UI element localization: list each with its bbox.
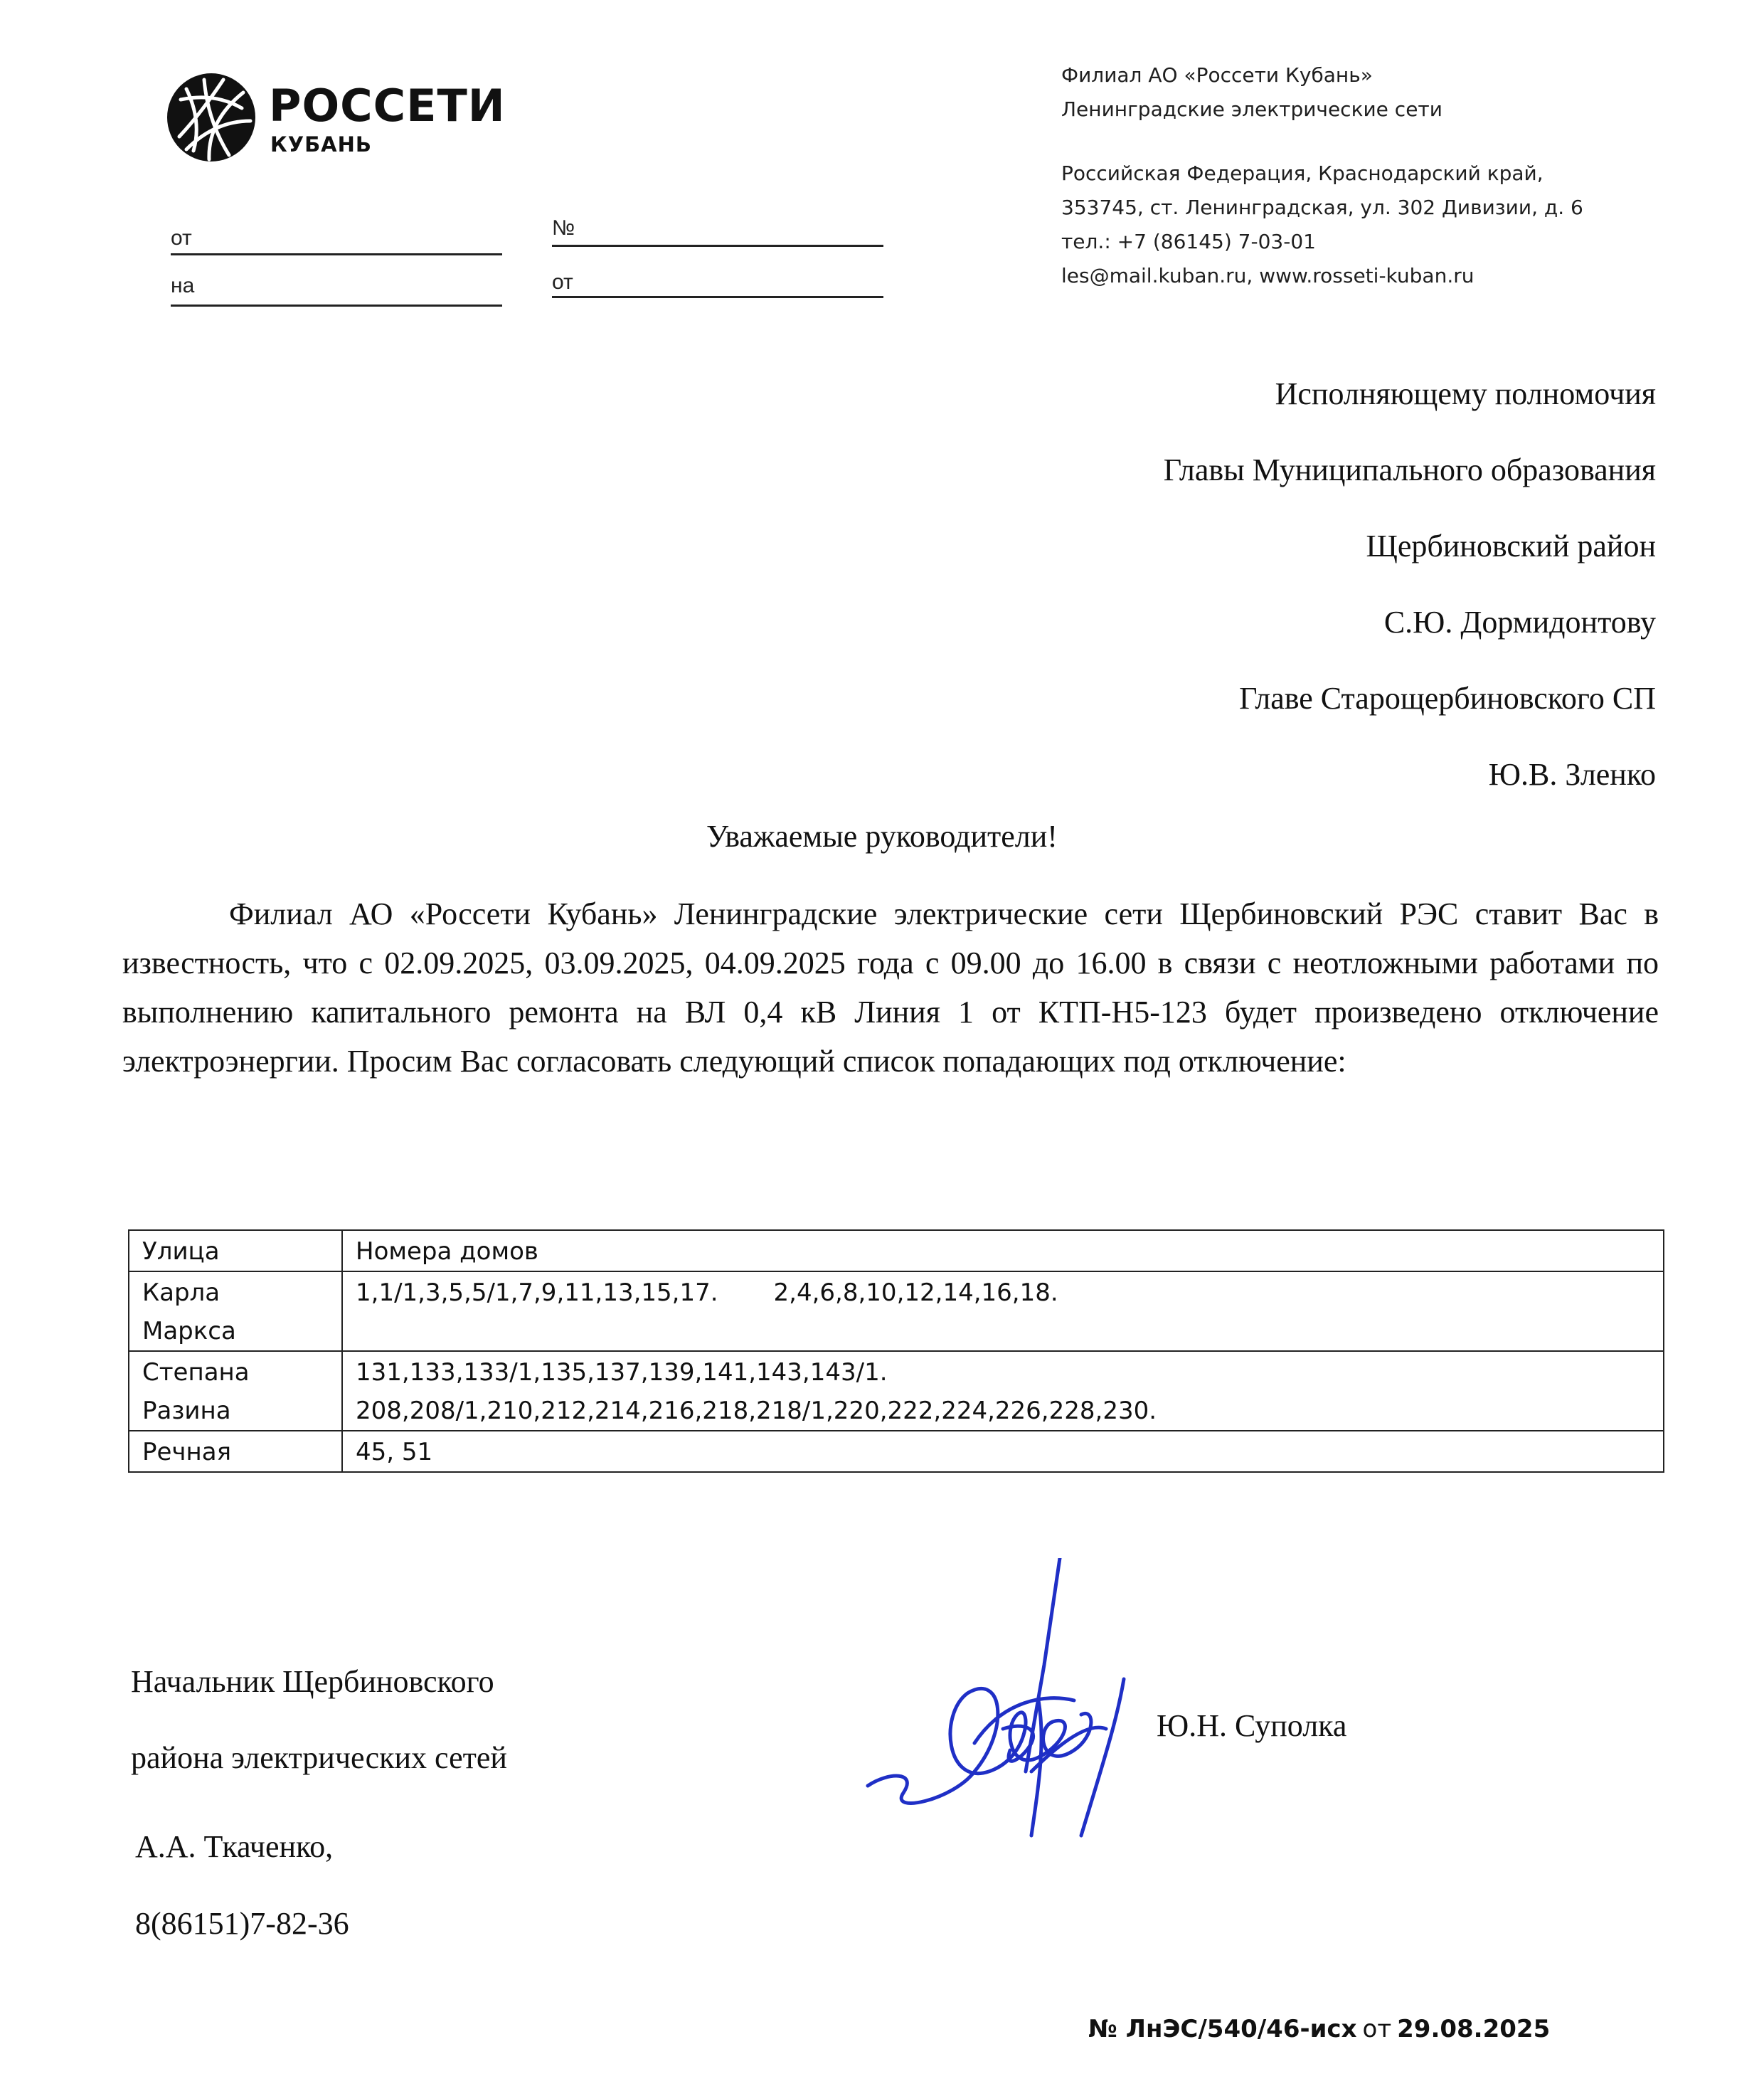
position-line: района электрических сетей [131, 1740, 507, 1775]
from-label: от [171, 226, 192, 250]
table-row [129, 1431, 1664, 1472]
house-numbers: 2,4,6,8,10,12,14,16,18. [773, 1279, 1058, 1307]
street-name: Речная [142, 1438, 232, 1466]
table-row [129, 1271, 1664, 1351]
reg-from-label: от [1362, 2015, 1392, 2043]
outage-table [128, 1229, 1664, 1473]
house-numbers: 1,1/1,3,5,5/1,7,9,11,13,15,17. [356, 1279, 718, 1307]
contact-name: А.А. Ткаченко, [135, 1829, 334, 1864]
table-header-row [129, 1230, 1664, 1271]
table-row [129, 1351, 1664, 1431]
org-info-line: тел.: +7 (86145) 7-03-01 [1061, 230, 1316, 253]
street-name: Степана [142, 1358, 250, 1387]
org-info-line: Российская Федерация, Краснодарский край, [1061, 162, 1544, 185]
addressee-block [1164, 356, 1656, 812]
signatory-name: Ю.Н. Суполка [1157, 1708, 1347, 1743]
org-info-line: Филиал АО «Россети Кубань» [1061, 63, 1373, 87]
salutation: Уважаемые руководители! [706, 819, 1058, 854]
brand-name: РОССЕТИ [269, 80, 506, 132]
number-from-label: от [552, 270, 573, 294]
number-label: № [552, 216, 575, 240]
street-name: Разина [142, 1397, 231, 1425]
houses-cell [342, 1351, 1664, 1431]
street-cell [129, 1431, 342, 1472]
street-name: Карла [142, 1279, 220, 1307]
registration-number [1088, 2015, 1550, 2043]
body-paragraph: Филиал АО «Россети Кубань» Ленинградские электрические сети Щербиновский РЭС ставит Вас в известность, что с 02.09.2025, 03.09.2025, 04.09.2025 года с 09.00 до 16.00 в связи с неотложными работами по выполнению капитального ремонта на ВЛ 0,4 кВ Линия 1 от КТП-Н5-123 будет произведено отключение электроэнергии. Просим Вас согласовать следующий список попадающих под отключение: [122, 896, 1659, 1079]
rosseti-logo [165, 71, 257, 164]
house-numbers: 131,133,133/1,135,137,139,141,143,143/1. [356, 1358, 888, 1387]
addressee-line: С.Ю. Дормидонтову [1383, 605, 1656, 640]
addressee-line: Главы Муниципального образования [1163, 452, 1656, 487]
addressee-line: Щербиновский район [1366, 529, 1656, 563]
from-field-line [171, 253, 502, 255]
addressee-line: Главе Старощербиновского СП [1239, 681, 1656, 716]
street-name: Маркса [142, 1317, 236, 1345]
handwritten-signature [861, 1558, 1159, 1843]
brand-region: КУБАНЬ [270, 132, 372, 157]
org-info-line: Ленинградские электрические сети [1061, 97, 1442, 121]
number-from-field-line [552, 296, 883, 298]
number-field-line [552, 245, 883, 247]
street-cell [129, 1351, 342, 1431]
header-street: Улица [129, 1230, 342, 1271]
reg-number-value: № ЛнЭС/540/46-исх [1088, 2015, 1357, 2043]
house-numbers: 208,208/1,210,212,214,216,218,218/1,220,222,224,226,228,230. [356, 1397, 1157, 1425]
street-cell [129, 1271, 342, 1351]
reg-date: 29.08.2025 [1397, 2015, 1551, 2043]
position-line: Начальник Щербиновского [131, 1664, 494, 1699]
houses-cell [342, 1431, 1664, 1472]
rosseti-logo-icon [165, 71, 257, 164]
header-houses: Номера домов [342, 1230, 1664, 1271]
org-info-line: 353745, ст. Ленинградская, ул. 302 Дивизии, д. 6 [1061, 196, 1583, 219]
signatory-position [131, 1643, 507, 1796]
houses-cell [342, 1271, 1664, 1351]
contact-phone: 8(86151)7-82-36 [135, 1906, 349, 1941]
addressee-line: Ю.В. Зленко [1488, 757, 1656, 792]
house-numbers: 45, 51 [356, 1438, 433, 1466]
org-info [1061, 58, 1583, 293]
signature-icon [861, 1558, 1159, 1843]
to-label: на [171, 274, 195, 297]
org-info-line: les@mail.kuban.ru, www.rosseti-kuban.ru [1061, 264, 1475, 287]
addressee-line: Исполняющему полномочия [1275, 376, 1656, 411]
to-field-line [171, 305, 502, 307]
